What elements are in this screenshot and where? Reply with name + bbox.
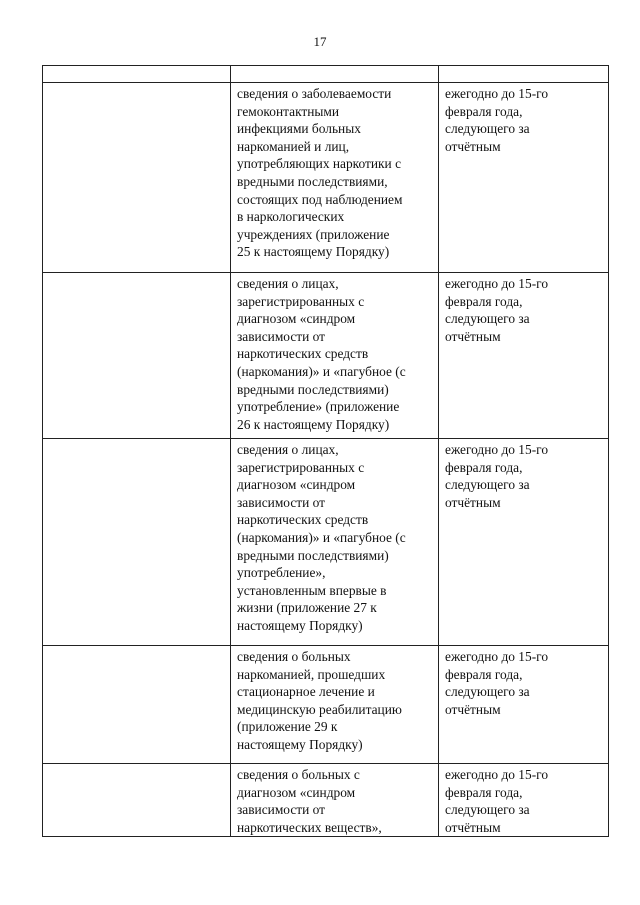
row-description: сведения о больных наркоманией, прошедших стационарное лечение и медицинскую реабилитацию (приложение 29 к настоящему Порядку) [231,646,439,764]
row-deadline: ежегодно до 15-го февраля года, следующего за отчётным [439,83,609,273]
row-empty-cell [43,764,231,837]
row-empty-cell [43,646,231,764]
page-number: 17 [313,34,327,49]
table-row [43,764,609,837]
header-cell [439,66,609,83]
row-description: сведения о больных с диагнозом «синдром зависимости от наркотических веществ», [231,764,439,837]
row-deadline: ежегодно до 15-го февраля года, следующего за отчётным [439,439,609,646]
row-deadline: ежегодно до 15-го февраля года, следующего за отчётным [439,764,609,837]
table-row [43,273,609,439]
table-header-row [43,66,609,83]
header-cell [43,66,231,83]
row-empty-cell [43,83,231,273]
row-empty-cell [43,273,231,439]
table-row [43,646,609,764]
row-description: сведения о лицах, зарегистрированных с диагнозом «синдром зависимости от наркотических средств (наркомания)» и «пагубное (с вредными последствиями) употребление», установленным впервые в жизни (приложение 27 к настоящему Порядку) [231,439,439,646]
row-deadline: ежегодно до 15-го февраля года, следующего за отчётным [439,273,609,439]
row-description: сведения о заболеваемости гемоконтактными инфекциями больных наркоманией и лиц, употребляющих наркотики с вредными последствиями, состоящих под наблюдением в наркологических учреждениях (приложение 25 к настоящему Порядку) [231,83,439,273]
table-row [43,83,609,273]
header-cell [231,66,439,83]
reporting-table [42,65,609,837]
row-deadline: ежегодно до 15-го февраля года, следующего за отчётным [439,646,609,764]
table-row [43,439,609,646]
row-description: сведения о лицах, зарегистрированных с диагнозом «синдром зависимости от наркотических средств (наркомания)» и «пагубное (с вредными последствиями) употребление» (приложение 26 к настоящему Порядку) [231,273,439,439]
row-empty-cell [43,439,231,646]
